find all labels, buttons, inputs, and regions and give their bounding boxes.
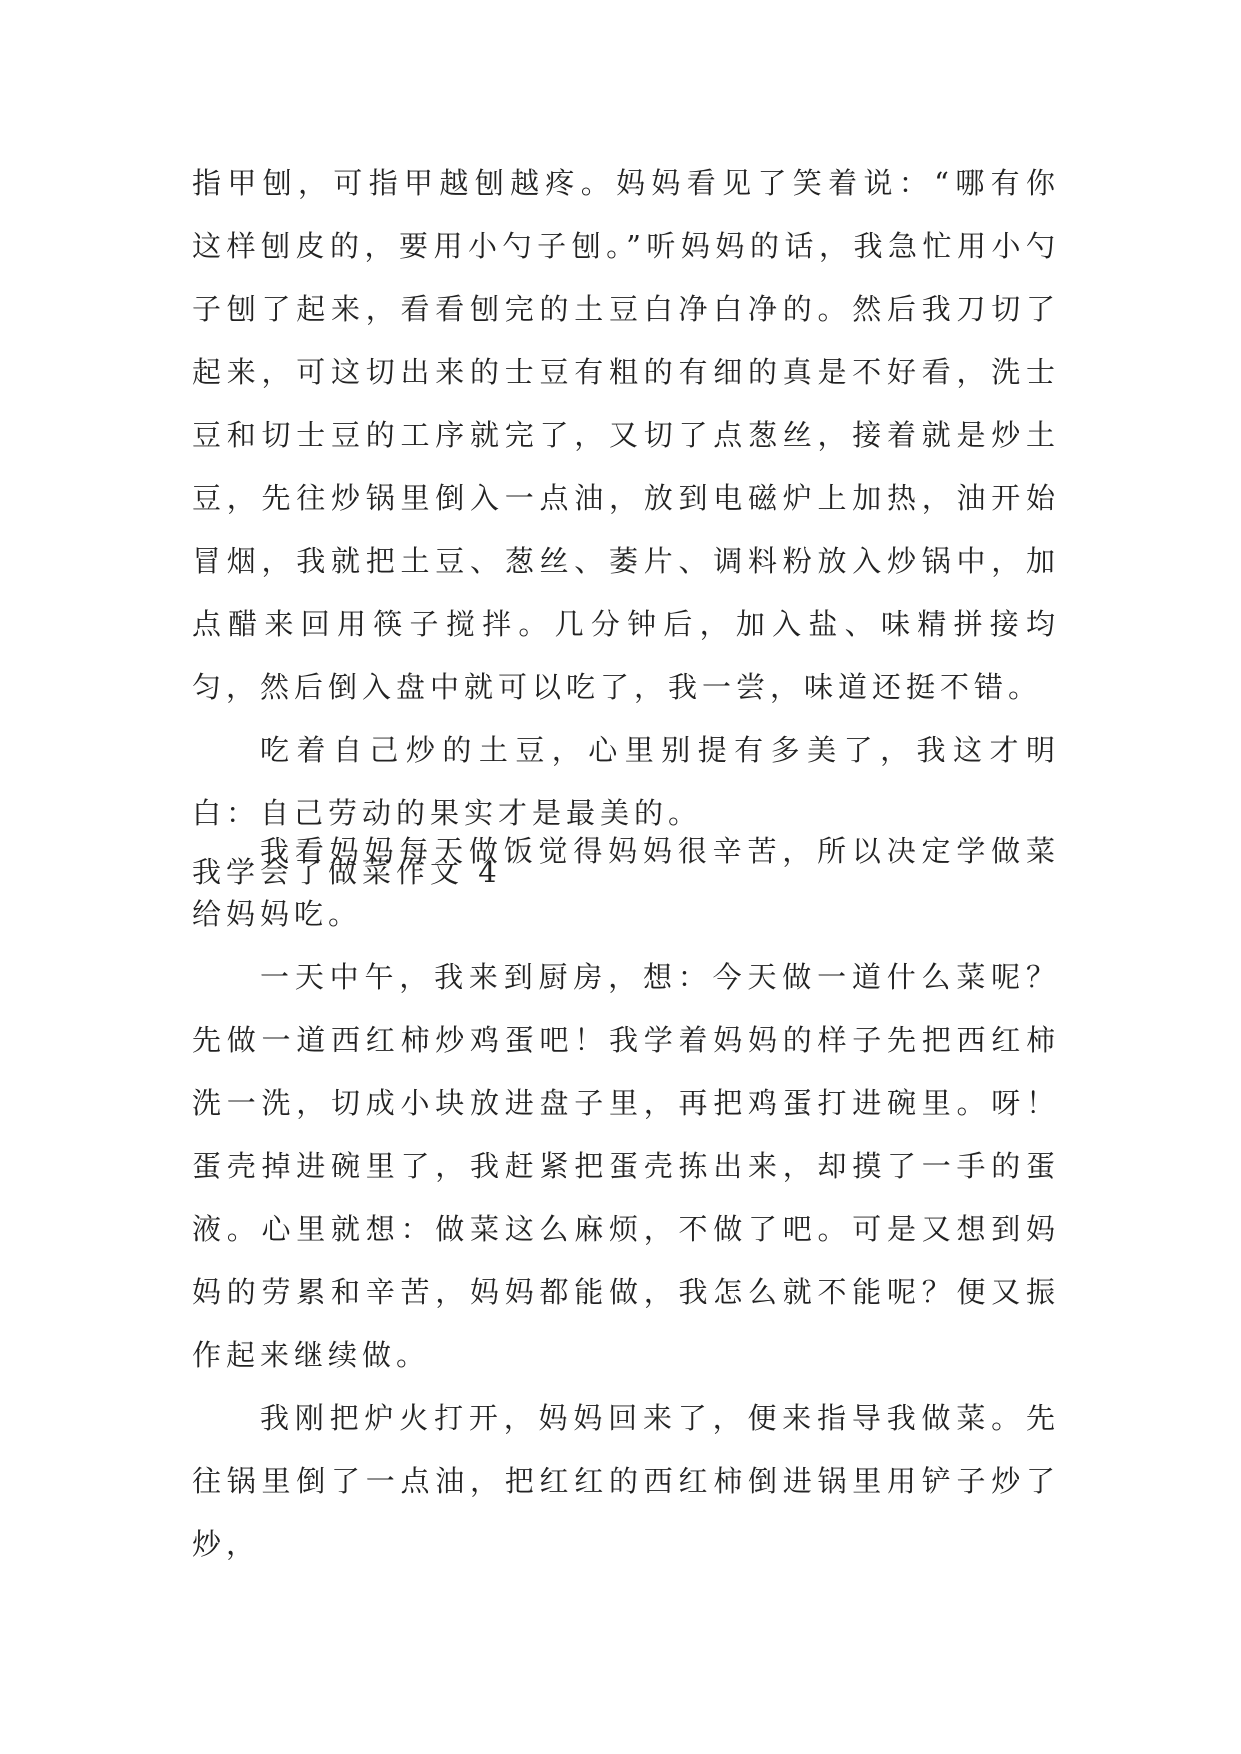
paragraph-continued: 指甲刨，可指甲越刨越疼。妈妈看见了笑着说：“哪有你这样刨皮的，要用小勺子刨。”听妈妈的话，我急忙用小勺子刨了起来，看看刨完的土豆白净白净的。然后我刀切了起来，可这切出来的士豆有粗的有细的真是不好看，洗士豆和切士豆的工序就完了，又切了点葱丝，接着就是炒土豆，先往炒锅里倒入一点油，放到电磁炉上加热，油开始冒烟，我就把土豆、葱丝、萎片、调料粉放入炒锅中，加点醋来回用筷子搅拌。几分钟后，加入盐、味精拼接均匀，然后倒入盘中就可以吃了，我一尝，味道还挺不错。 (192, 166, 1060, 704)
paragraph-2: 一天中午，我来到厨房，想：今天做一道什么菜呢？先做一道西红柿炒鸡蛋吧！我学着妈妈的样子先把西红柿洗一洗，切成小块放进盘子里，再把鸡蛋打进碗里。呀！蛋壳掉进碗里了，我赶紧把蛋壳拣出来，却摸了一手的蛋液。心里就想：做菜这么麻烦，不做了吧。可是又想到妈妈的劳累和辛苦，妈妈都能做，我怎么就不能呢？便又振作起来继续做。 (192, 960, 1060, 1372)
essay-title: 我学会了做菜作文 4 (192, 855, 502, 889)
paragraph-3: 我刚把炉火打开，妈妈回来了，便来指导我做菜。先往锅里倒了一点油，把红红的西红柿倒进锅里用铲子炒了炒， (192, 1401, 1060, 1561)
section-1-body (192, 152, 1060, 845)
paragraph-closing: 吃着自己炒的土豆，心里别提有多美了，我这才明白：自己劳动的果实才是最美的。 (192, 733, 1060, 830)
paragraph-1: 我看妈妈每天做饭觉得妈妈很辛苦，所以决定学做菜给妈妈吃。 (192, 834, 1060, 931)
section-2-body (192, 820, 1060, 1576)
